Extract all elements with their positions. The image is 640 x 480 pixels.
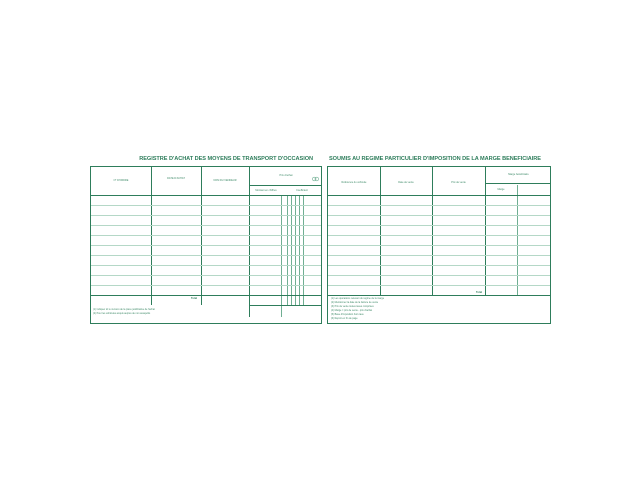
table-row — [91, 275, 321, 276]
left-note: (1) Indiquer ici le numéro de la pièce justificative de l'achat — [93, 308, 155, 311]
left-register-table — [90, 166, 322, 324]
table-row — [91, 285, 321, 286]
left-page — [90, 156, 322, 322]
table-row — [328, 235, 550, 236]
right-page — [327, 156, 551, 322]
table-row — [328, 225, 550, 226]
column-divider — [303, 195, 304, 305]
column-divider — [299, 195, 300, 305]
header-price-group: Prix d'achat — [279, 174, 293, 177]
table-row — [91, 205, 321, 206]
header-margin: Marge — [497, 188, 505, 191]
table-bottom-line — [91, 295, 321, 296]
table-row — [328, 205, 550, 206]
header-vehicle-ref: Référence du véhicule — [341, 181, 367, 184]
table-row — [328, 285, 550, 286]
header-order-number: N° D'ORDRE — [113, 179, 129, 182]
right-page-title: SOUMIS AU REGIME PARTICULIER D'IMPOSITION DE LA MARGE BENEFICIAIRE — [329, 156, 541, 162]
header-bottom-line — [91, 195, 321, 196]
header-sale-date: Date de vente — [398, 181, 414, 184]
header-divider — [249, 185, 321, 186]
table-row — [328, 255, 550, 256]
header-purchase-date: DATE D'ACHAT — [167, 177, 185, 180]
column-divider — [517, 185, 518, 295]
header-bottom-line — [328, 195, 550, 196]
right-note: (3) Prix de vente toutes taxes comprises — [331, 305, 374, 308]
header-seller-name: NOM DU VENDEUR — [213, 179, 237, 182]
table-row — [328, 215, 550, 216]
table-row — [328, 265, 550, 266]
right-note: (4) Marge = prix de vente - prix d'achat — [331, 309, 373, 312]
table-row — [91, 225, 321, 226]
column-divider — [291, 195, 292, 305]
table-row — [328, 275, 550, 276]
column-divider — [287, 195, 288, 305]
header-margin-group: Marge bénéficiaire — [508, 173, 529, 176]
right-note: (2) Mentionner la date de la facture de vente — [331, 301, 379, 304]
left-total-label: Total — [191, 297, 198, 300]
header-sale-price: Prix de vente — [451, 181, 466, 184]
table-row — [91, 235, 321, 236]
column-divider — [295, 195, 296, 305]
table-row — [328, 245, 550, 246]
table-bottom-line — [328, 295, 550, 296]
header-amount: Montant en chiffres — [255, 189, 277, 192]
right-total-label: Total — [476, 291, 483, 294]
header-coefficient: Coefficient — [296, 189, 308, 192]
table-row — [91, 265, 321, 266]
header-divider — [485, 183, 550, 184]
table-row — [91, 215, 321, 216]
column-divider — [281, 195, 282, 317]
left-note: (2) Pour les véhicules acquis auprès de non assujettis — [93, 312, 151, 315]
table-row — [91, 245, 321, 246]
right-note: (6) Report en fin de page — [331, 317, 358, 320]
binding-logo-icon — [312, 176, 319, 182]
left-page-title: REGISTRE D'ACHAT DES MOYENS DE TRANSPORT D'OCCASION — [139, 156, 313, 162]
table-row — [91, 255, 321, 256]
total-line — [249, 305, 321, 306]
right-note: (1) Les opérations relevant du régime de la marge — [331, 297, 385, 300]
right-note: (5) Base d'imposition hors taxe — [331, 313, 364, 316]
right-register-table — [327, 166, 551, 324]
